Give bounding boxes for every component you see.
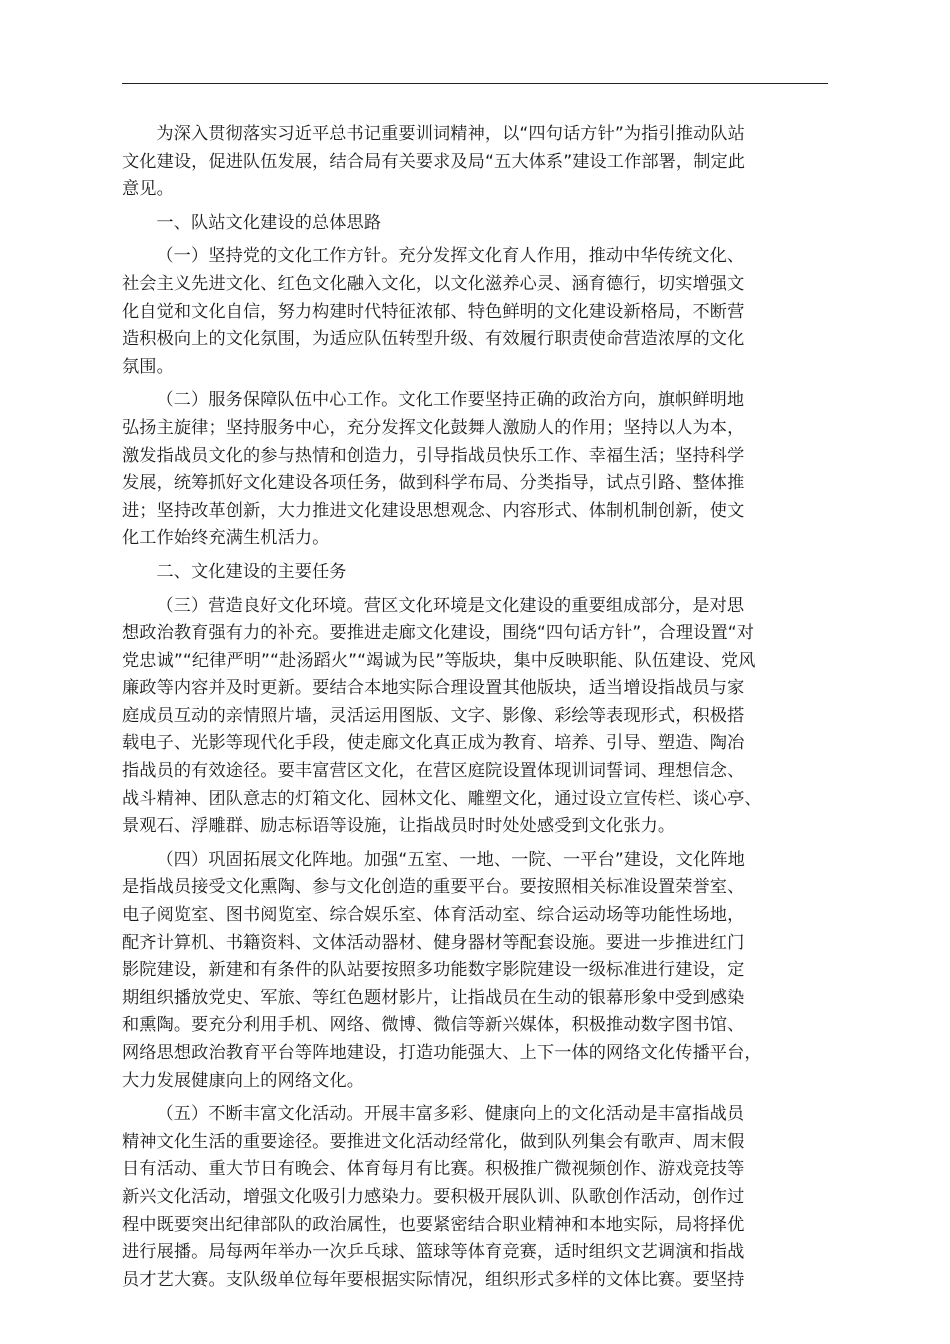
header-rule bbox=[122, 83, 828, 84]
paragraph-item-3: （三）营造良好文化环境。营区文化环境是文化建设的重要组成部分，是对思 想政治教育强有力的补充。要推进走廊文化建设，围绕“四句话方针”，合理设置“对 党忠诚”“纪律严明”“赴汤蹈火”“竭诚为民”等版块，集中反映职能、队伍建设、党风 廉政等内容并及时更新。要结合本地实际合理设置其他版块，适当增设指战员与家 庭成员互动的亲情照片墙，灵活运用图版、文字、影像、彩绘等表现形式，积极搭 载电子、光影等现代化手段，使走廊文化真正成为教育、培养、引导、塑造、陶冶 指战员的有效途径。要丰富营区文化，在营区庭院设置体现训词誓词、理想信念、 战斗精神、团队意志的灯箱文化、园林文化、雕塑文化，通过设立宣传栏、谈心亭、 景观石、浮雕群、励志标语等设施，让指战员时时处处感受到文化张力。 bbox=[122, 595, 762, 837]
document-body bbox=[122, 121, 828, 1300]
paragraph-item-5: （五）不断丰富文化活动。开展丰富多彩、健康向上的文化活动是丰富指战员 精神文化生活的重要途径。要推进文化活动经常化，做到队列集会有歌声、周末假 日有活动、重大节日有晚会、体育每月有比赛。积极推广微视频创作、游戏竞技等 新兴文化活动，增强文化吸引力感染力。要积极开展队训、队歌创作活动，创作过 程中既要突出纪律部队的政治属性，也要紧密结合职业精神和本地实际，局将择优 进行展播。局每两年举办一次乒乓球、篮球等体育竞赛，适时组织文艺调演和指战 员才艺大赛。支队级单位每年要根据实际情况，组织形式多样的文体比赛。要坚持 bbox=[122, 1104, 745, 1290]
paragraph-item-2: （二）服务保障队伍中心工作。文化工作要坚持正确的政治方向，旗帜鲜明地 弘扬主旋律；坚持服务中心，充分发挥文化鼓舞人激励人的作用；坚持以人为本， 激发指战员文化的参与热情和创造力，引导指战员快乐工作、幸福生活；坚持科学 发展，统筹抓好文化建设各项任务，做到科学布局、分类指导，试点引路、整体推 进；坚持改革创新，大力推进文化建设思想观念、内容形式、体制机制创新，使文 化工作始终充满生机活力。 bbox=[122, 390, 745, 549]
paragraph-item-1: （一）坚持党的文化工作方针。充分发挥文化育人作用，推动中华传统文化、 社会主义先进文化、红色文化融入文化，以文化滋养心灵、涵育德行，切实增强文 化自觉和文化自信，努力构建时代特征浓郁、特色鲜明的文化建设新格局，不断营 造积极向上的文化氛围，为适应队伍转型升级、有效履行职责使命营造浓厚的文化 氛围。 bbox=[122, 246, 745, 377]
paragraph-item-4: （四）巩固拓展文化阵地。加强“五室、一地、一院、一平台”建设，文化阵地 是指战员接受文化熏陶、参与文化创造的重要平台。要按照相关标准设置荣誉室、 电子阅览室、图书阅览室、综合娱乐室、体育活动室、综合运动场等功能性场地， 配齐计算机、书籍资料、文体活动器材、健身器材等配套设施。要进一步推进红门 影院建设，新建和有条件的队站要按照多功能数字影院建设一级标准进行建设，定 期组织播放党史、军旅、等红色题材影片，让指战员在生动的银幕形象中受到感染 和熏陶。要充分利用手机、网络、微博、微信等新兴媒体，积极推动数字图书馆、 网络思想政治教育平台等阵地建设，打造功能强大、上下一体的网络文化传播平台， 大力发展健康向上的网络文化。 bbox=[122, 849, 762, 1091]
section-heading-overall-approach: 一、队站文化建设的总体思路 bbox=[156, 212, 382, 233]
intro-paragraph: 为深入贯彻落实习近平总书记重要训词精神，以“四句话方针”为指引推动队站 文化建设，促进队伍发展，结合局有关要求及局“五大体系”建设工作部署，制定此 意见。 bbox=[122, 124, 746, 200]
section-heading-main-tasks: 二、文化建设的主要任务 bbox=[156, 561, 347, 582]
